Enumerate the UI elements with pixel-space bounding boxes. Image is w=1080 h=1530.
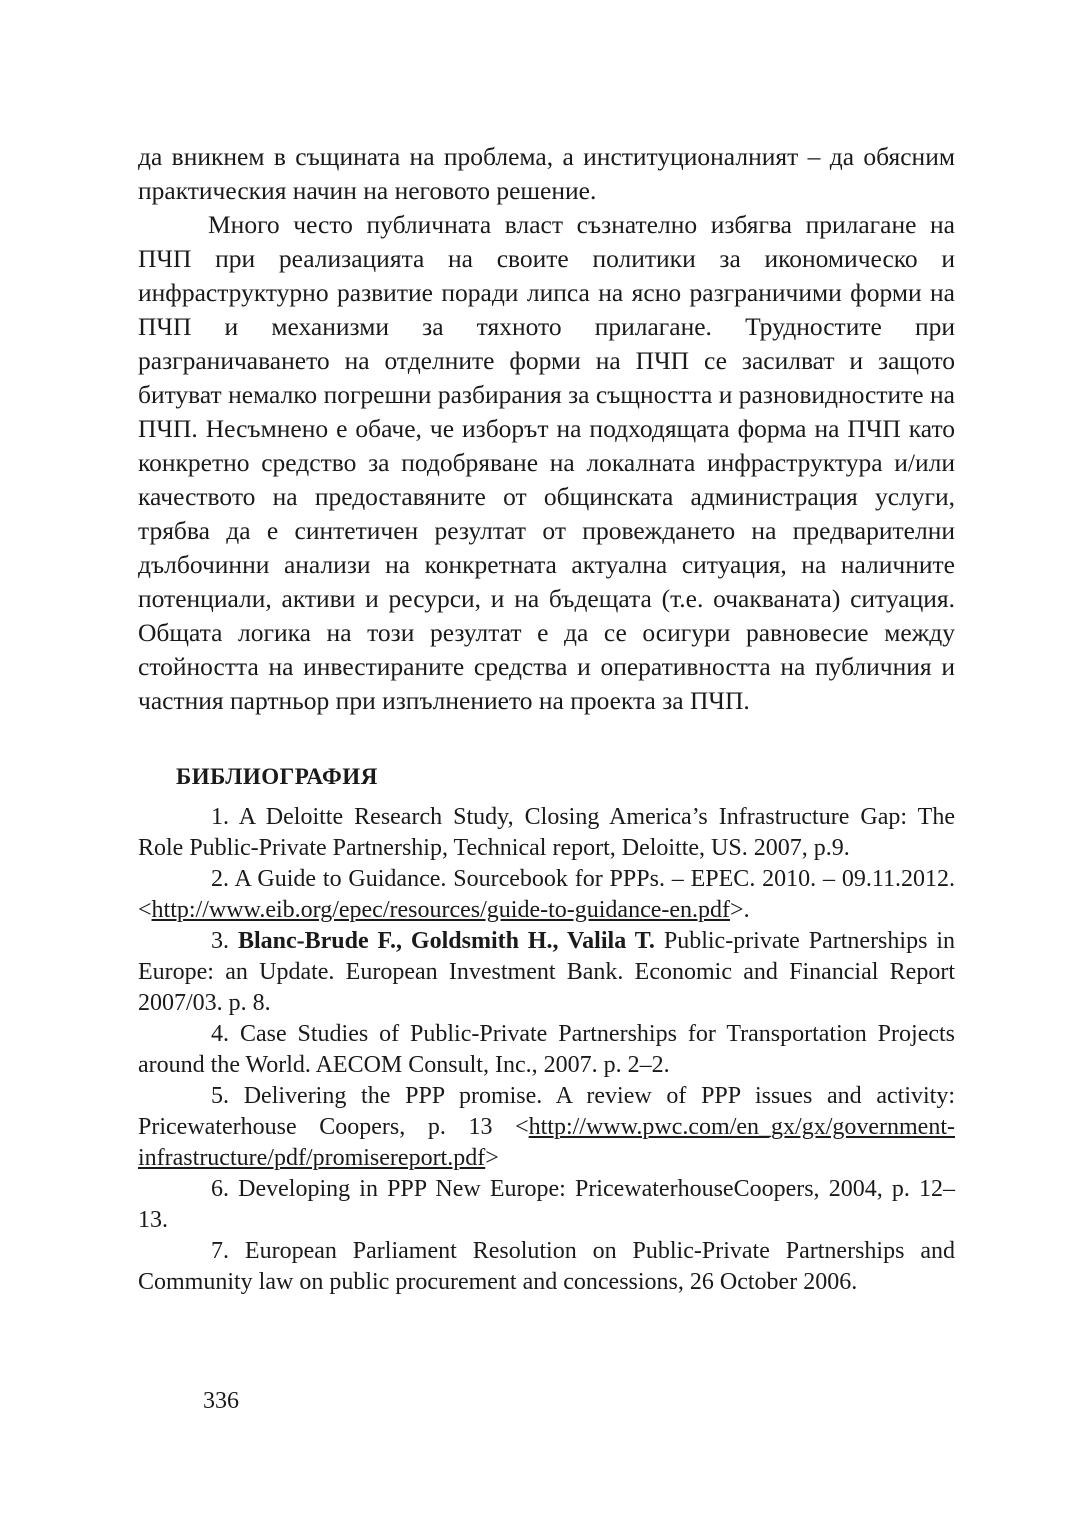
bibliography-entry-3 xyxy=(138,926,955,1019)
entry-text: Developing in PPP New Europe: PricewaterhouseCoopers, 2004, p. 12–13. xyxy=(138,1176,955,1233)
page-number: 336 xyxy=(203,1388,239,1414)
bibliography-entry-7 xyxy=(138,1236,955,1298)
bibliography-entry-2 xyxy=(138,864,955,926)
entry-number: 3. xyxy=(211,928,229,954)
entry-text: Public-private Partnerships in Europe: an Update. European Investment Bank. Economic and Financial Report 2007/03. p. 8. xyxy=(138,928,956,1016)
bibliography-list xyxy=(138,802,955,1298)
page-content xyxy=(138,140,955,1298)
paragraph: Много често публичната власт съзнателно избягва прилагане на ПЧП при реализацията на своите политики за икономическо и инфраструктурно развитие поради липса на ясно разграничими форми на ПЧП и механизми за тяхното прилагане. Трудностите при разграничаването на отделните форми на ПЧП се засилват и защото битуват немалко погрешни разбирания за същността и разновидностите на ПЧП. Несъмнено е обаче, че изборът на подходящата форма на ПЧП като конкретно средство за подобряване на локалната инфраструктура и/или качеството на предоставяните от общинската администрация услуги, трябва да е синтетичен резултат от провеждането на предварителни дълбочинни анализи на конкретната актуална ситуация, на наличните потенциали, активи и ресурси, и на бъдещата (т.е. очакваната) ситуация. Общата логика на този резултат е да се осигури равновесие между стойността на инвестираните средства и оперативността на публичния и частния партньор при изпълнението на проекта за ПЧП. xyxy=(138,210,955,715)
guide-to-guidance-link[interactable]: http://www.eib.org/epec/resources/guide-to-guidance-en.pdf xyxy=(151,897,731,923)
entry-text: A Guide to Guidance. Sourcebook for PPPs. – EPEC. 2010. – 09.11.2012. < xyxy=(138,866,955,923)
entry-number: 7. xyxy=(211,1238,229,1264)
entry-authors: Blanc-Brude F., Goldsmith H., Valila T. xyxy=(237,928,655,954)
bibliography-entry-5 xyxy=(138,1081,955,1174)
entry-text: A Deloitte Research Study, Closing America’s Infrastructure Gap: The Role Public-Private Partnership, Technical report, Deloitte, US. 2007, p.9. xyxy=(138,804,955,861)
bibliography-entry-6 xyxy=(138,1174,955,1236)
entry-text: Case Studies of Public-Private Partnerships for Transportation Projects around the World. AECOM Consult, Inc., 2007. p. 2–2. xyxy=(138,1021,956,1078)
entry-text-end: >. xyxy=(730,897,750,923)
bibliography-heading: БИБЛИОГРАФИЯ xyxy=(176,764,378,789)
entry-number: 6. xyxy=(211,1176,229,1202)
entry-number: 4. xyxy=(211,1021,229,1047)
entry-number: 5. xyxy=(211,1083,229,1109)
entry-number: 2. xyxy=(211,866,229,892)
entry-text: European Parliament Resolution on Public-Private Partnerships and Community law on public procurement and concessions, 26 October 2006. xyxy=(138,1238,955,1295)
body-text xyxy=(138,140,955,718)
bibliography-entry-4 xyxy=(138,1019,955,1081)
entry-text: Delivering the PPP promise. A review of PPP issues and activity: Pricewaterhouse Coopers, p. 13 < xyxy=(138,1083,956,1140)
paragraph-continuation: да вникнем в същината на проблема, а институционалният – да обясним практическия начин на неговото решение. xyxy=(138,142,955,205)
promise-report-link[interactable]: http://www.pwc.com/en_gx/gx/government-infrastructure/pdf/promisereport.pdf xyxy=(138,1114,955,1171)
entry-number: 1. xyxy=(211,804,229,830)
bibliography-entry-1 xyxy=(138,802,955,864)
entry-text-end: > xyxy=(485,1145,499,1171)
